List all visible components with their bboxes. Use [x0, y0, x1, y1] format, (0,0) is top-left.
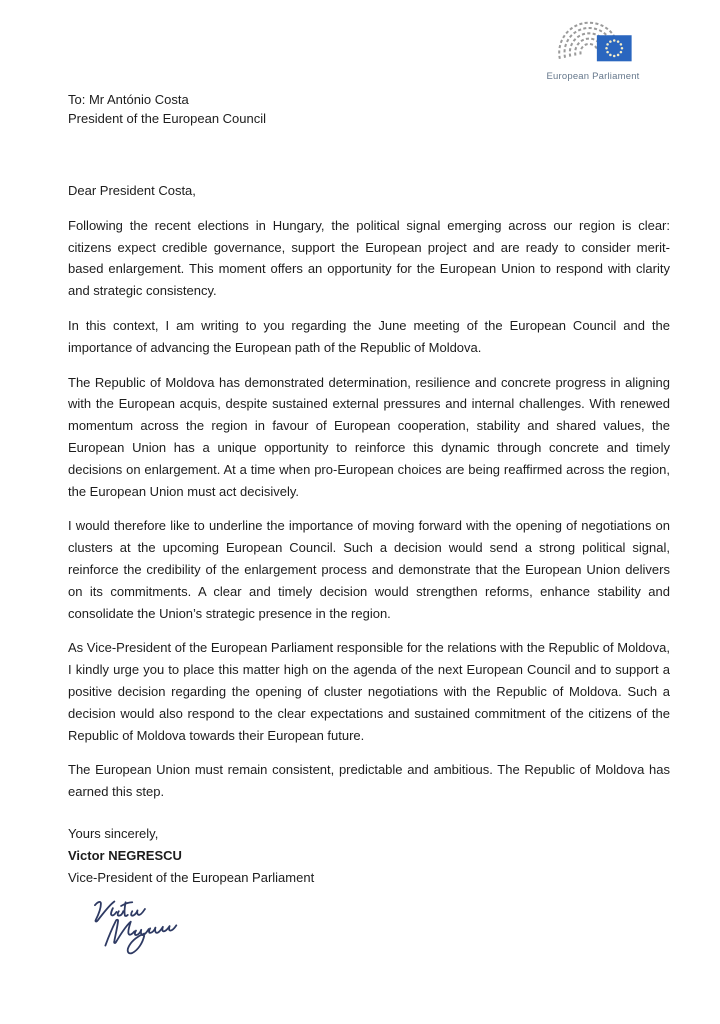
paragraph-moldova-progress: The Republic of Moldova has demonstrated determination, resilience and concrete progress in aligning with the European acquis, despite sustained external pressures and internal challenges. With renewed momentum across the region in favour of European cooperation, stability and shared values, the European Union has a unique opportunity to reinforce this dynamic through concrete and timely decisions on enlargement. At a time when pro-European choices are being reaffirmed across the region, the European Union must act decisively. [68, 374, 670, 499]
signatory-name: Victor NEGRESCU [68, 847, 182, 863]
recipient-to-line: To: Mr António Costa [68, 92, 189, 107]
recipient-block [68, 90, 670, 128]
signatory-title: Vice-President of the European Parliament [68, 869, 315, 885]
paragraph-earned-step: The European Union must remain consistent, predictable and ambitious. The Republic of Moldova has earned this step. [68, 762, 670, 800]
paragraph-opening-negotiations: I would therefore like to underline the importance of moving forward with the opening of negotiations on clusters at the upcoming European Council. Such a decision would send a strong political signal, reinforce the credibility of the enlargement process and demonstrate that the European Union delivers on its commitments. A clear and timely decision would strengthen reforms, enhance stability and consolidate the Union’s strategic presence in the region. [68, 518, 670, 621]
closing-salutation: Yours sincerely, [68, 825, 159, 841]
greeting: Dear President Costa, [68, 183, 196, 198]
letter-content [68, 90, 670, 964]
closing-block [68, 823, 670, 889]
paragraph-june-council: In this context, I am writing to you regarding the June meeting of the European Council and the importance of advancing the European path of the Republic of Moldova. [68, 317, 670, 355]
eu-flag-icon [597, 35, 632, 61]
ep-hemicycle-flag-icon [543, 14, 643, 70]
handwritten-signature [80, 893, 670, 964]
paragraph-vice-president-urge: As Vice-President of the European Parliament responsible for the relations with the Republic of Moldova, I kindly urge you to place this matter high on the agenda of the next European Council and to support a positive decision regarding the opening of cluster negotiations with the Republic of Moldova. Such a decision would also respond to the clear expectations and sustained commitment of the citizens of the Republic of Moldova towards their European future. [68, 640, 670, 743]
european-parliament-logo [543, 14, 643, 82]
paragraph-elections-signal: Following the recent elections in Hungary, the political signal emerging across our region is clear: citizens expect credible governance, support the European project and are ready to consider merit-based enlargement. This moment offers an opportunity for the European Union to respond with clarity and strategic consistency. [68, 217, 670, 299]
recipient-title-line: President of the European Council [68, 111, 267, 126]
signature-icon [80, 893, 192, 957]
logo-caption: European Parliament [546, 71, 640, 82]
